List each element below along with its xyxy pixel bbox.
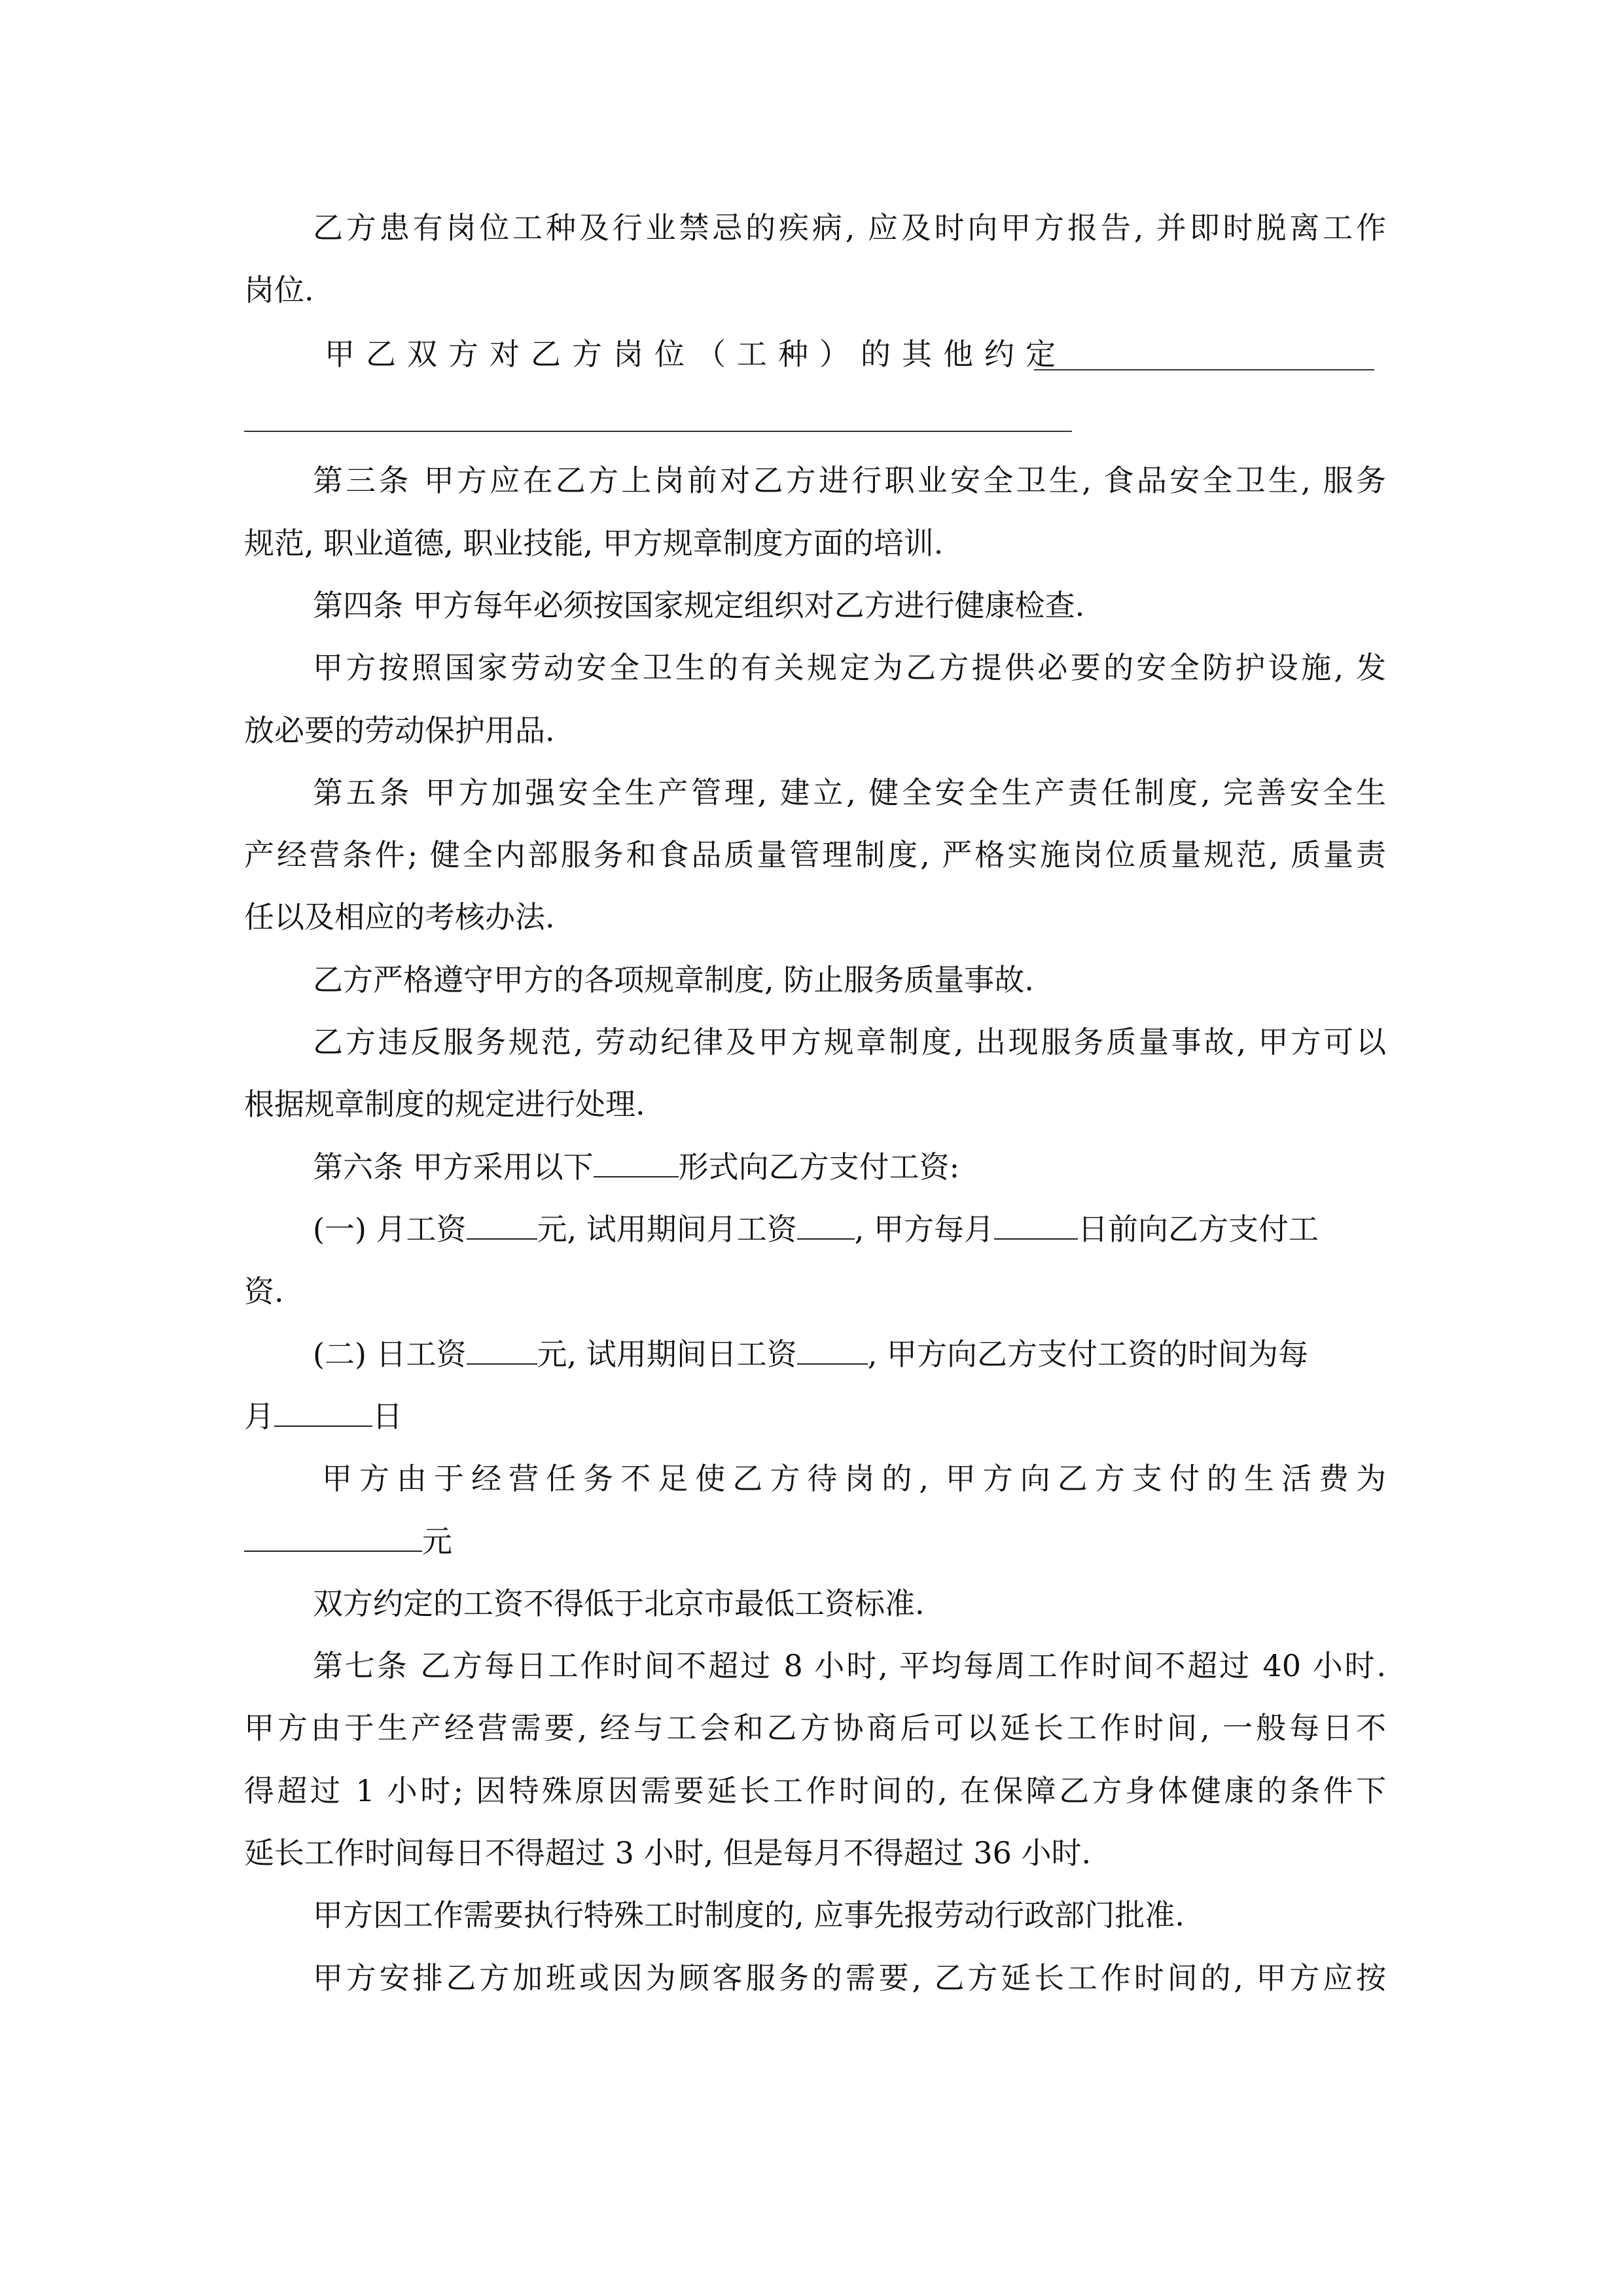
text-segment: (二) 日工资	[313, 1336, 467, 1372]
text-line: 第五条 甲方加强安全生产管理, 建立, 健全安全生产责任制度, 完善安全生	[313, 775, 1386, 810]
fill-in-blank[interactable]	[797, 1335, 868, 1365]
text-segment: , 甲方向乙方支付工资的时间为每	[867, 1336, 1309, 1372]
text-segment: 元, 试用期间日工资	[537, 1336, 797, 1372]
text-line: 乙方严格遵守甲方的各项规章制度, 防止服务质量事故.	[313, 962, 1034, 997]
text-line: 根据规章制度的规定进行处理.	[244, 1086, 645, 1122]
text-line: 第七条 乙方每日工作时间不超过 8 小时, 平均每周工作时间不超过 40 小时.	[313, 1648, 1386, 1683]
text-line: 第四条 甲方每年必须按国家规定组织对乙方进行健康检查.	[313, 588, 1085, 623]
fill-in-blank[interactable]	[274, 1397, 372, 1427]
text-segment: 日	[372, 1399, 402, 1434]
fill-in-blank[interactable]	[467, 1335, 537, 1365]
fill-in-blank[interactable]	[467, 1210, 537, 1240]
text-line: 乙方患有岗位工种及行业禁忌的疾病, 应及时向甲方报告, 并即时脱离工作	[313, 210, 1386, 245]
text-segment: , 甲方每月	[854, 1211, 995, 1247]
fill-in-blank[interactable]	[244, 431, 1072, 432]
text-line: 资.	[244, 1274, 284, 1309]
article-6-line	[313, 1147, 1386, 1187]
text-line: 乙方违反服务规范, 劳动纪律及甲方规章制度, 出现服务质量事故, 甲方可以	[313, 1024, 1386, 1060]
text-line: 甲方安排乙方加班或因为顾客服务的需要, 乙方延长工作时间的, 甲方应按	[313, 1960, 1386, 1996]
article-6-line	[244, 1522, 1386, 1561]
article-6-line	[313, 1335, 1386, 1374]
fill-in-blank[interactable]	[244, 1522, 422, 1552]
fill-in-blank[interactable]	[797, 1210, 855, 1240]
article-6-line	[244, 1397, 1386, 1436]
text-line: 产经营条件; 健全内部服务和食品质量管理制度, 严格实施岗位质量规范, 质量责	[244, 837, 1386, 872]
text-line: 任以及相应的考核办法.	[244, 899, 555, 935]
text-segment: 元	[422, 1524, 452, 1559]
text-line: 岗位.	[244, 272, 314, 308]
text-line: 放必要的劳动保护用品.	[244, 713, 555, 748]
text-segment: 月	[244, 1399, 274, 1434]
text-line: 规范, 职业道德, 职业技能, 甲方规章制度方面的培训.	[244, 526, 944, 561]
text-segment: 元, 试用期间月工资	[537, 1211, 797, 1247]
fill-in-blank[interactable]	[994, 1210, 1078, 1240]
fill-in-blank[interactable]	[1034, 369, 1374, 370]
text-line: 第三条 甲方应在乙方上岗前对乙方进行职业安全卫生, 食品安全卫生, 服务	[313, 463, 1386, 498]
text-segment: (一) 月工资	[313, 1211, 467, 1247]
text-line: 甲方按照国家劳动安全卫生的有关规定为乙方提供必要的安全防护设施, 发	[313, 650, 1386, 685]
text-segment: 日前向乙方支付工	[1078, 1211, 1319, 1247]
text-line: 延长工作时间每日不得超过 3 小时, 但是每月不得超过 36 小时.	[244, 1835, 1092, 1871]
text-line: 甲方由于经营任务不足使乙方待岗的, 甲方向乙方支付的生活费为	[322, 1461, 1386, 1496]
text-line: 得超过 1 小时; 因特殊原因需要延长工作时间的, 在保障乙方身体健康的条件下	[244, 1773, 1386, 1808]
text-line: 甲方由于生产经营需要, 经与工会和乙方协商后可以延长工作时间, 一般每日不	[244, 1710, 1386, 1746]
text-line: 甲乙双方对乙方岗位（工种）的其他约定	[325, 336, 1067, 372]
text-segment: 形式向乙方支付工资:	[678, 1149, 960, 1185]
text-segment: 第六条 甲方采用以下	[313, 1149, 594, 1185]
text-line: 甲方因工作需要执行特殊工时制度的, 应事先报劳动行政部门批准.	[313, 1897, 1185, 1933]
text-line: 双方约定的工资不得低于北京市最低工资标准.	[313, 1586, 925, 1621]
article-6-line	[313, 1210, 1386, 1249]
fill-in-blank[interactable]	[594, 1147, 679, 1177]
